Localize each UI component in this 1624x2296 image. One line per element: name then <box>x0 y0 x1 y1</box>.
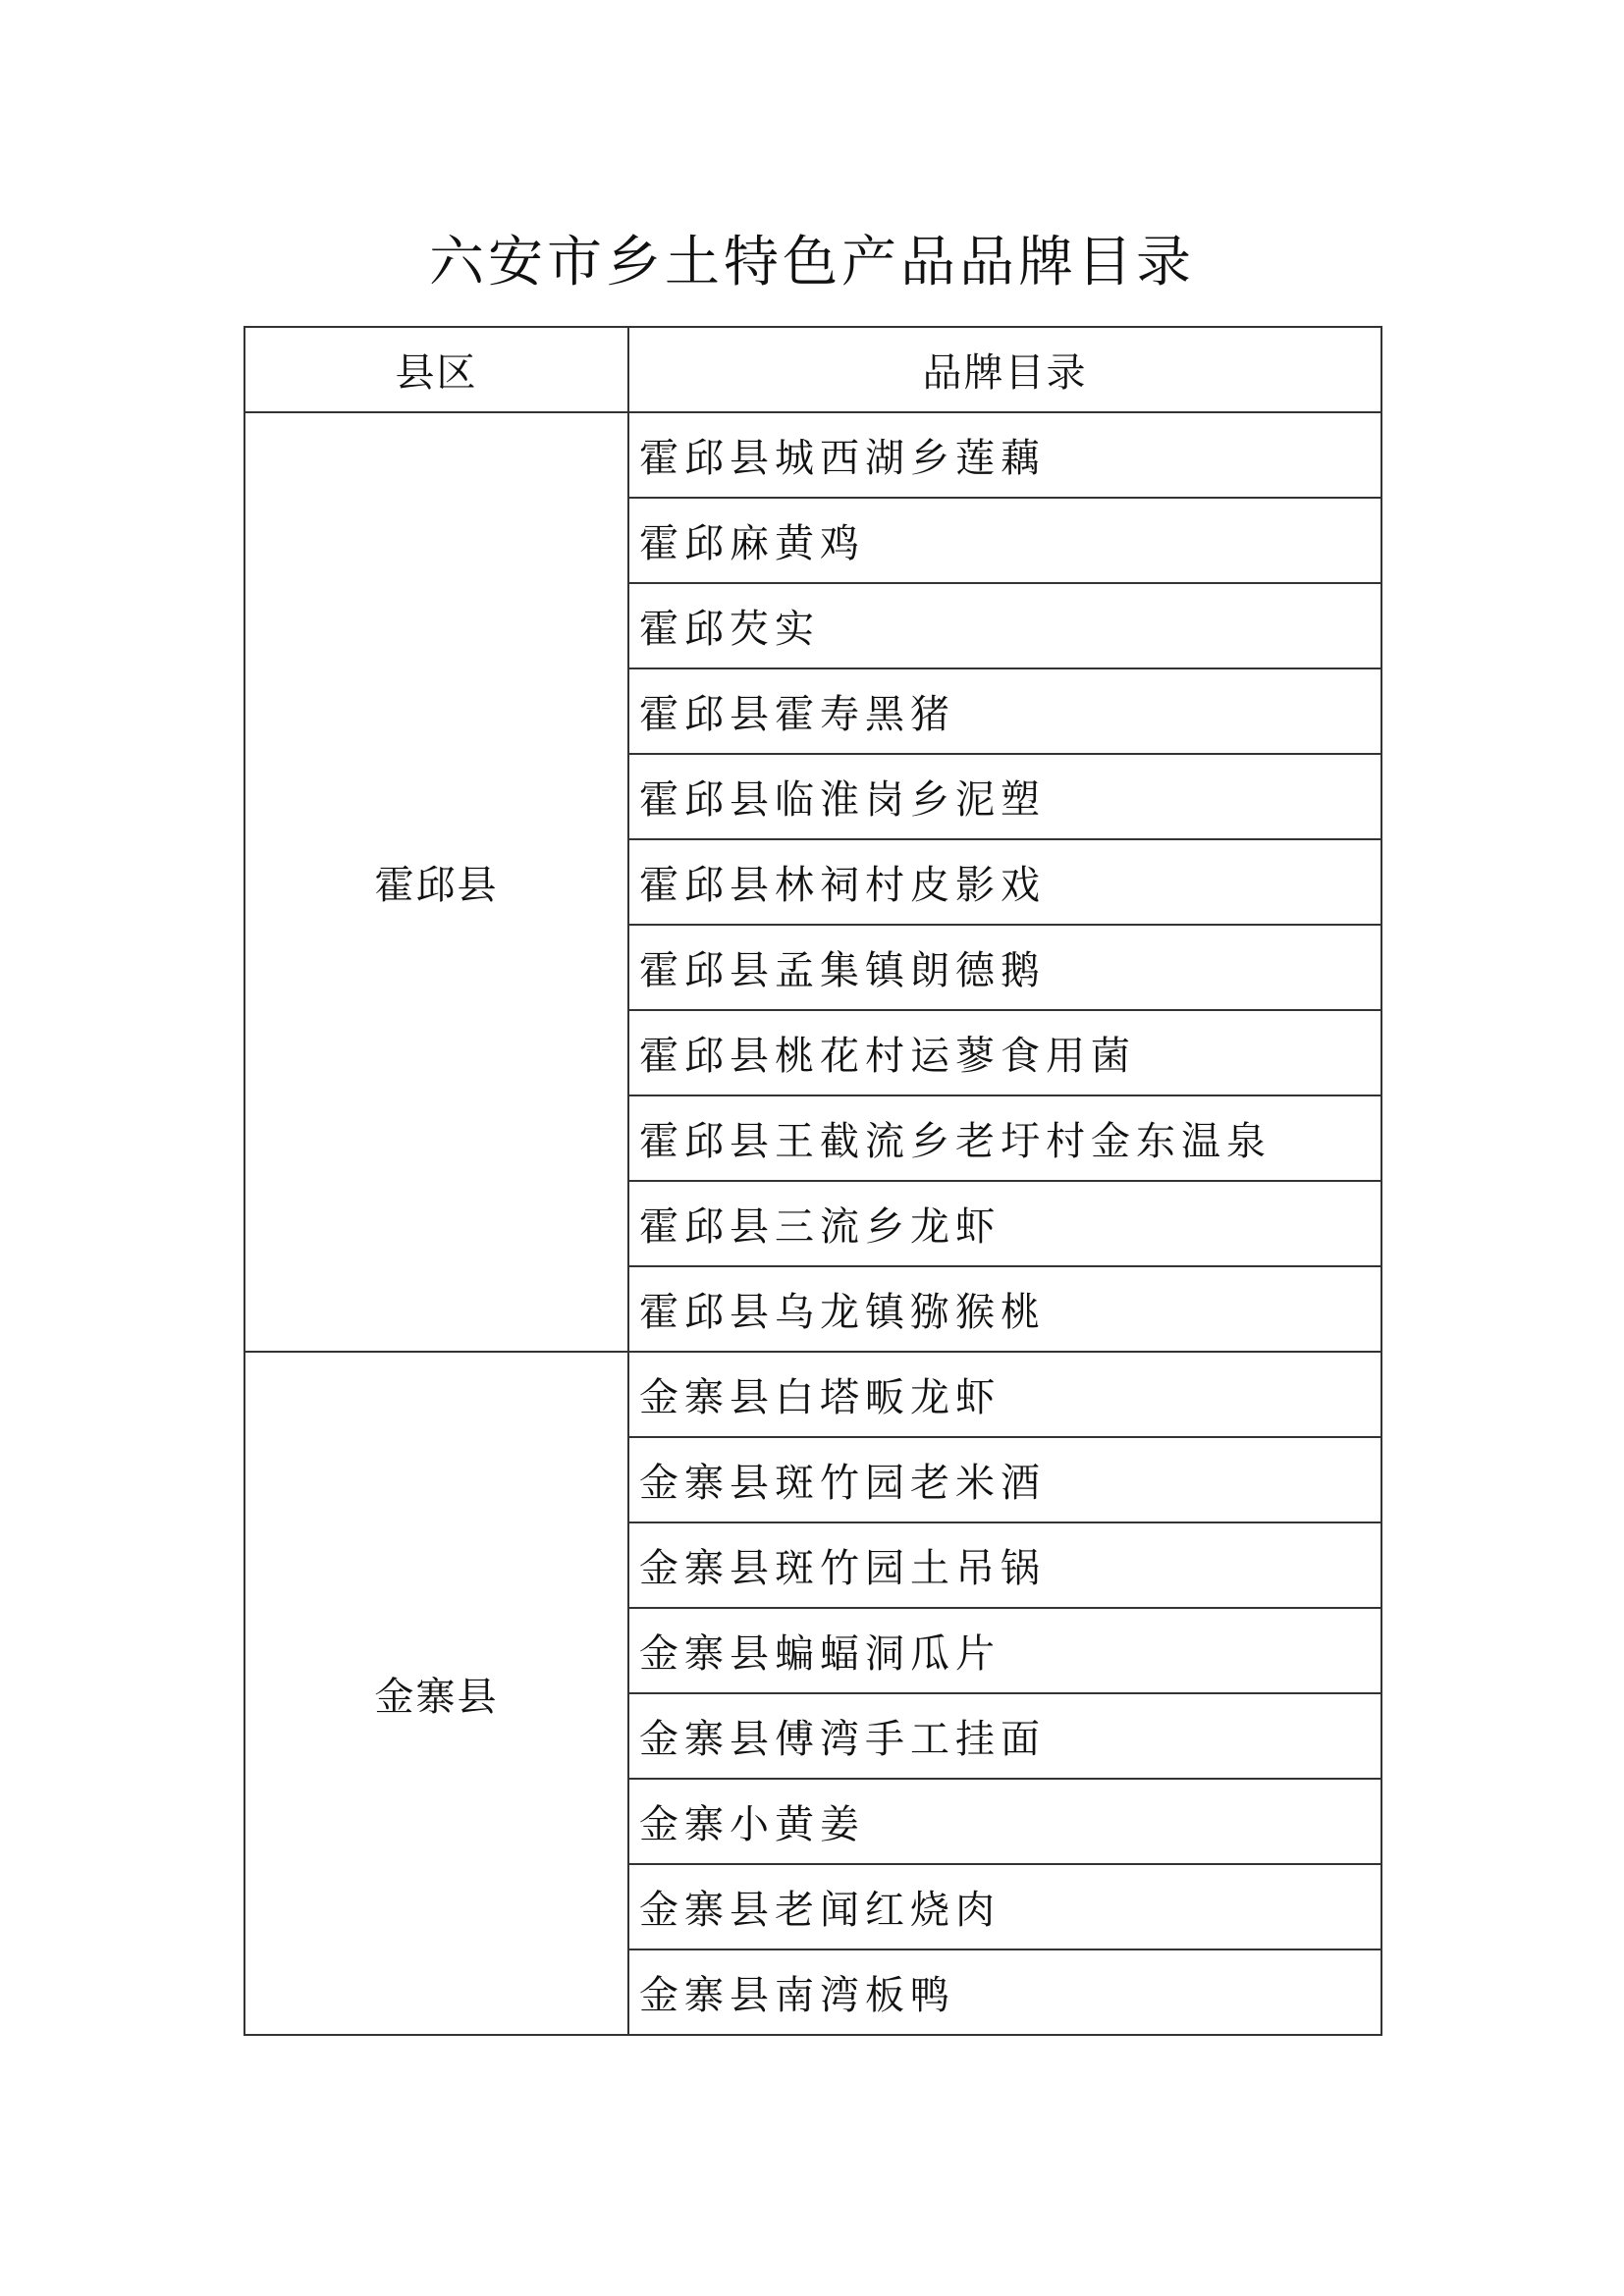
header-county: 县区 <box>244 327 628 412</box>
brand-catalog-table <box>244 326 1382 2036</box>
table-header-row <box>244 327 1381 412</box>
brand-cell: 金寨县南湾板鸭 <box>628 1949 1381 2035</box>
brand-cell: 霍邱县林祠村皮影戏 <box>628 839 1381 925</box>
brand-cell: 金寨县蝙蝠洞瓜片 <box>628 1608 1381 1693</box>
brand-cell: 霍邱县临淮岗乡泥塑 <box>628 754 1381 839</box>
brand-cell: 霍邱县乌龙镇猕猴桃 <box>628 1266 1381 1352</box>
brand-cell: 霍邱芡实 <box>628 583 1381 668</box>
brand-cell: 霍邱县三流乡龙虾 <box>628 1181 1381 1266</box>
brand-cell: 金寨小黄姜 <box>628 1779 1381 1864</box>
brand-cell: 霍邱县孟集镇朗德鹅 <box>628 925 1381 1010</box>
table-row <box>244 412 1381 498</box>
table-row <box>244 1352 1381 1437</box>
brand-cell: 霍邱县城西湖乡莲藕 <box>628 412 1381 498</box>
brand-cell: 霍邱县霍寿黑猪 <box>628 668 1381 754</box>
brand-cell: 金寨县傅湾手工挂面 <box>628 1693 1381 1779</box>
brand-cell: 金寨县斑竹园土吊锅 <box>628 1522 1381 1608</box>
header-brands: 品牌目录 <box>628 327 1381 412</box>
brand-cell: 金寨县老闻红烧肉 <box>628 1864 1381 1949</box>
page-title: 六安市乡土特色产品品牌目录 <box>429 231 1195 294</box>
brand-cell: 金寨县白塔畈龙虾 <box>628 1352 1381 1437</box>
county-cell-jinzhai: 金寨县 <box>244 1352 628 2035</box>
brand-cell: 霍邱县桃花村运蓼食用菌 <box>628 1010 1381 1095</box>
brand-cell: 霍邱麻黄鸡 <box>628 498 1381 583</box>
brand-cell: 霍邱县王截流乡老圩村金东温泉 <box>628 1095 1381 1181</box>
county-cell-huoqiu: 霍邱县 <box>244 412 628 1352</box>
brand-cell: 金寨县斑竹园老米酒 <box>628 1437 1381 1522</box>
